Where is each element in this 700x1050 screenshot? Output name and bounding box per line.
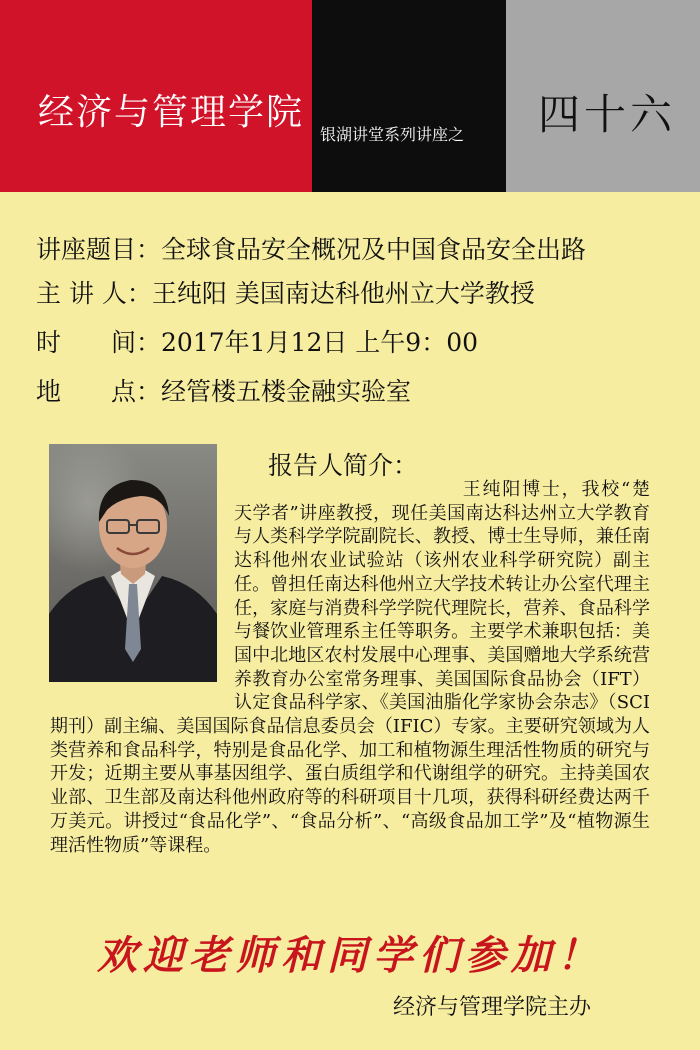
info-label: 时 间： bbox=[36, 328, 162, 357]
info-value: 全球食品安全概况及中国食品安全出路 bbox=[161, 235, 587, 264]
info-label: 讲座题目： bbox=[36, 235, 162, 264]
info-label: 地 点： bbox=[36, 377, 162, 406]
info-row-speaker bbox=[36, 274, 535, 310]
bio-paragraph bbox=[50, 478, 650, 857]
info-value: 经管楼五楼金融实验室 bbox=[161, 377, 412, 406]
info-row-location bbox=[36, 372, 411, 408]
organizer-line: 经济与管理学院主办 bbox=[393, 995, 592, 1020]
info-value: 2017年1月12日 上午9：00 bbox=[161, 328, 479, 357]
welcome-message: 欢迎老师和同学们参加！ bbox=[97, 932, 603, 979]
bio-text: 王纯阳博士，我校“楚天学者”讲座教授，现任美国南达科达州立大学教育与人类科学学院副院长、教授、博士生导师，兼任南达科他州农业试验站（该州农业科学研究院）副主任。曾担任南达科他州立大学技术转让办公室代理主任，家庭与消费科学学院代理院长，营养、食品科学与餐饮业管理系主任等职务。主要学术兼职包括：美国中北地区农村发展中心理事、美国赠地大学系统营养教育办公室常务理事、美国国际食品协会（IFT）认定食品科学家、《美国油脂化学家协会杂志》（SCI期刊）副主编、美国国际食品信息委员会（IFIC）专家。主要研究领域为人类营养和食品科学，特别是食品化学、加工和植物源生理活性物质的研究与开发；近期主要从事基因组学、蛋白质组学和代谢组学的研究。主持美国农业部、卫生部及南达科他州政府等的科研项目十几项，获得科研经费达两千万美元。讲授过“食品化学”、“食品分析”、“高级食品加工学”及“植物源生理活性物质”等课程。 bbox=[50, 479, 650, 856]
header-black-block bbox=[312, 0, 506, 192]
bio-title: 报告人简介： bbox=[268, 451, 419, 480]
info-label: 主 讲 人： bbox=[36, 279, 152, 308]
series-label: 银湖讲堂系列讲座之 bbox=[320, 125, 465, 144]
college-title: 经济与管理学院 bbox=[38, 92, 305, 133]
info-value: 王纯阳 美国南达科他州立大学教授 bbox=[151, 279, 535, 308]
info-row-time bbox=[36, 323, 478, 359]
series-number: 四十六 bbox=[538, 90, 677, 139]
info-row-topic bbox=[36, 230, 586, 266]
